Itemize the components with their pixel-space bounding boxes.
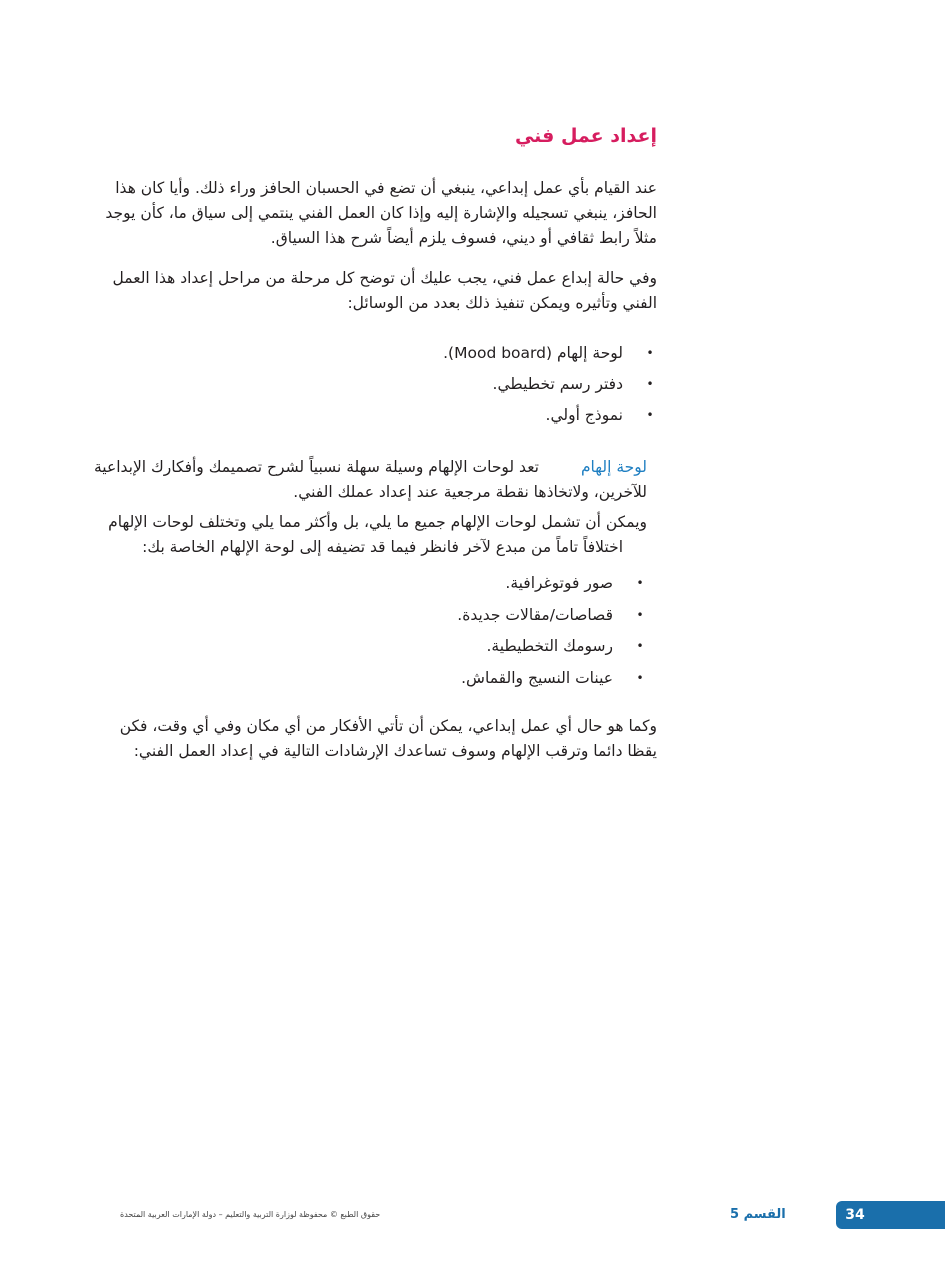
list-item-text: رسومك التخطيطية. — [486, 637, 613, 655]
bullet-icon: • — [636, 639, 644, 653]
section-heading: إعداد عمل فني — [514, 125, 657, 147]
mood-board-term: لوحة إلهام — [580, 458, 647, 476]
bullet-icon: • — [636, 607, 644, 622]
intro-paragraph: عند القيام بأي عمل إبداعي، ينبغي أن تضع في الحسبان الحافز وراء ذلك. وأيا كان هذا الحافز، ينبغي تسجيله والإشارة إليه وإذا كان العمل الفني ينتمي إلى سياق ما، كأن يوجد مثلاً رابط ثقافي أو ديني، فسوف يلزم أيضاً شرح هذا السياق. — [105, 179, 657, 247]
bullet-icon: • — [636, 670, 644, 685]
list-item-text: لوحة إلهام (Mood board). — [443, 344, 623, 362]
list-item-text: عينات النسيج والقماش. — [461, 668, 613, 687]
list-item — [89, 600, 647, 632]
bullet-icon: • — [646, 377, 654, 391]
list-item — [89, 568, 647, 600]
list-item — [89, 663, 647, 695]
bullet-icon: • — [636, 576, 644, 590]
methods-list — [89, 338, 657, 431]
list-item-text: صور فوتوغرافية. — [505, 574, 613, 592]
list-item — [89, 338, 657, 369]
copyright-notice: حقوق الطبع © محفوظة لوزارة التربية والتعليم – دولة الإمارات العربية المتحدة — [120, 1210, 381, 1219]
mood-board-definition-text: تعد لوحات الإلهام وسيلة سهلة نسبياً لشرح تصميمك وأفكارك الإبداعية للآخرين، ولاتخاذها نقطة مرجعية عند إعداد عملك الفني. — [93, 458, 647, 501]
list-item — [89, 400, 657, 431]
bullet-icon: • — [646, 408, 654, 422]
closing-paragraph: وكما هو حال أي عمل إبداعي، يمكن أن تأتي الأفكار من أي مكان وفي أي وقت، فكن يقظا دائما وترقب الإلهام وسوف تساعدك الإرشادات التالية في إعداد العمل الفني: — [119, 717, 657, 760]
mood-board-contents-intro: ويمكن أن تشمل لوحات الإلهام جميع ما يلي، بل وأكثر مما يلي وتختلف لوحات الإلهام اختلافاً تاماً من مبدع لآخر فانظر فيما قد تضيفه إلى لوحة الإلهام الخاصة بك: — [108, 513, 647, 556]
list-item-text: قصاصات/مقالات جديدة. — [457, 605, 613, 624]
list-item-text: دفتر رسم تخطيطي. — [492, 375, 623, 393]
list-item-text: نموذج أولي. — [545, 406, 623, 424]
mood-board-definition — [65, 455, 647, 505]
mood-board-items-list — [89, 568, 647, 694]
list-item — [89, 369, 657, 400]
mood-board-block — [89, 455, 647, 694]
section-label: القسم 5 — [730, 1207, 786, 1222]
bullet-icon: • — [646, 346, 654, 360]
list-item — [89, 631, 647, 663]
stages-paragraph: وفي حالة إبداع عمل فني، يجب عليك أن توضح كل مرحلة من مراحل إعداد هذا العمل الفني وتأثيره ويمكن تنفيذ ذلك بعدد من الوسائل: — [112, 269, 657, 312]
page-number: 34 — [845, 1207, 865, 1223]
main-content — [89, 118, 657, 778]
